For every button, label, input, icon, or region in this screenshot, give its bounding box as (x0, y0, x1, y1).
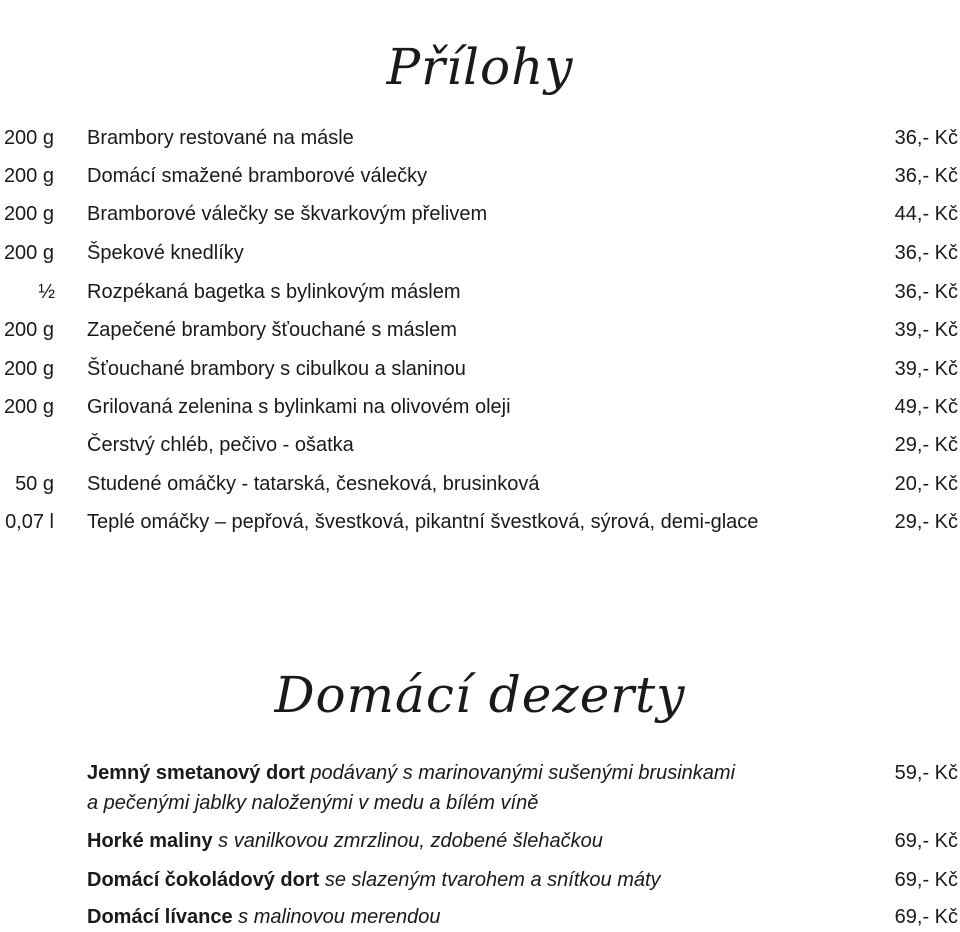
side-price: 39,- Kč (894, 358, 958, 380)
side-item (0, 389, 960, 425)
side-qty: 200 g (3, 165, 54, 187)
side-qty: 200 g (3, 203, 54, 225)
side-qty: 200 g (3, 242, 54, 264)
side-price: 20,- Kč (894, 473, 958, 495)
side-price: 36,- Kč (894, 127, 958, 149)
dessert-description (87, 902, 847, 932)
side-price: 36,- Kč (894, 242, 958, 264)
dessert-desc: se slazeným tvarohem a snítkou máty (319, 869, 661, 891)
dessert-name: Domácí lívance (87, 906, 233, 928)
side-item (0, 504, 960, 540)
dessert-price: 69,- Kč (894, 830, 958, 852)
dessert-description (87, 865, 847, 895)
dessert-desc: s malinovou merendou (232, 906, 441, 928)
dessert-item (0, 902, 960, 931)
dessert-item (0, 826, 960, 858)
side-item (0, 158, 960, 194)
dessert-desc-line2: a pečenými jablky naloženými v medu a bílém víně (87, 792, 539, 814)
dessert-price: 69,- Kč (894, 906, 958, 928)
sides-title: Přílohy (386, 37, 574, 96)
dessert-price: 59,- Kč (894, 762, 958, 784)
side-name: Zapečené brambory šťouchané s máslem (87, 319, 457, 341)
side-name: Domácí smažené bramborové válečky (87, 165, 428, 187)
side-price: 29,- Kč (894, 434, 958, 456)
side-qty: 0,07 l (5, 511, 54, 533)
side-name: Šťouchané brambory s cibulkou a slaninou (87, 358, 466, 380)
side-name: Grilovaná zelenina s bylinkami na olivovém oleji (87, 396, 511, 418)
side-item (0, 312, 960, 348)
side-name: Brambory restované na másle (87, 127, 354, 149)
side-qty: 200 g (3, 358, 54, 380)
side-item (0, 466, 960, 502)
side-qty: 200 g (3, 396, 54, 418)
side-item (0, 427, 960, 463)
side-qty: 50 g (15, 473, 54, 495)
side-name: Teplé omáčky – pepřová, švestková, pikantní švestková, sýrová, demi-glace (87, 511, 759, 533)
side-price: 36,- Kč (894, 165, 958, 187)
side-qty: 200 g (3, 319, 54, 341)
side-name: Studené omáčky - tatarská, česneková, brusinková (87, 473, 540, 495)
side-name: Rozpékaná bagetka s bylinkovým máslem (87, 281, 461, 303)
side-name: Špekové knedlíky (87, 242, 244, 264)
dessert-price: 69,- Kč (894, 869, 958, 891)
side-item (0, 351, 960, 387)
side-item (0, 196, 960, 232)
dessert-description (87, 826, 847, 856)
dessert-name: Horké maliny (87, 830, 213, 852)
side-item (0, 274, 960, 310)
dessert-item (0, 758, 960, 818)
side-price: 44,- Kč (894, 203, 958, 225)
desserts-title: Domácí dezerty (274, 665, 686, 724)
side-item (0, 120, 960, 156)
side-name: Čerstvý chléb, pečivo - ošatka (87, 434, 354, 456)
side-item (0, 235, 960, 271)
dessert-name: Domácí čokoládový dort (87, 869, 320, 891)
side-price: 29,- Kč (894, 511, 958, 533)
side-qty: 200 g (3, 127, 54, 149)
side-price: 39,- Kč (894, 319, 958, 341)
side-price: 49,- Kč (894, 396, 958, 418)
dessert-name: Jemný smetanový dort (87, 762, 305, 784)
dessert-desc: s vanilkovou zmrzlinou, zdobené šlehačkou (212, 830, 603, 852)
dessert-desc: podávaný s marinovanými sušenými brusinkami (304, 762, 736, 784)
dessert-description (87, 758, 847, 818)
side-qty: ½ (38, 281, 55, 303)
side-name: Bramborové válečky se škvarkovým přelivem (87, 203, 488, 225)
side-price: 36,- Kč (894, 281, 958, 303)
dessert-item (0, 865, 960, 897)
